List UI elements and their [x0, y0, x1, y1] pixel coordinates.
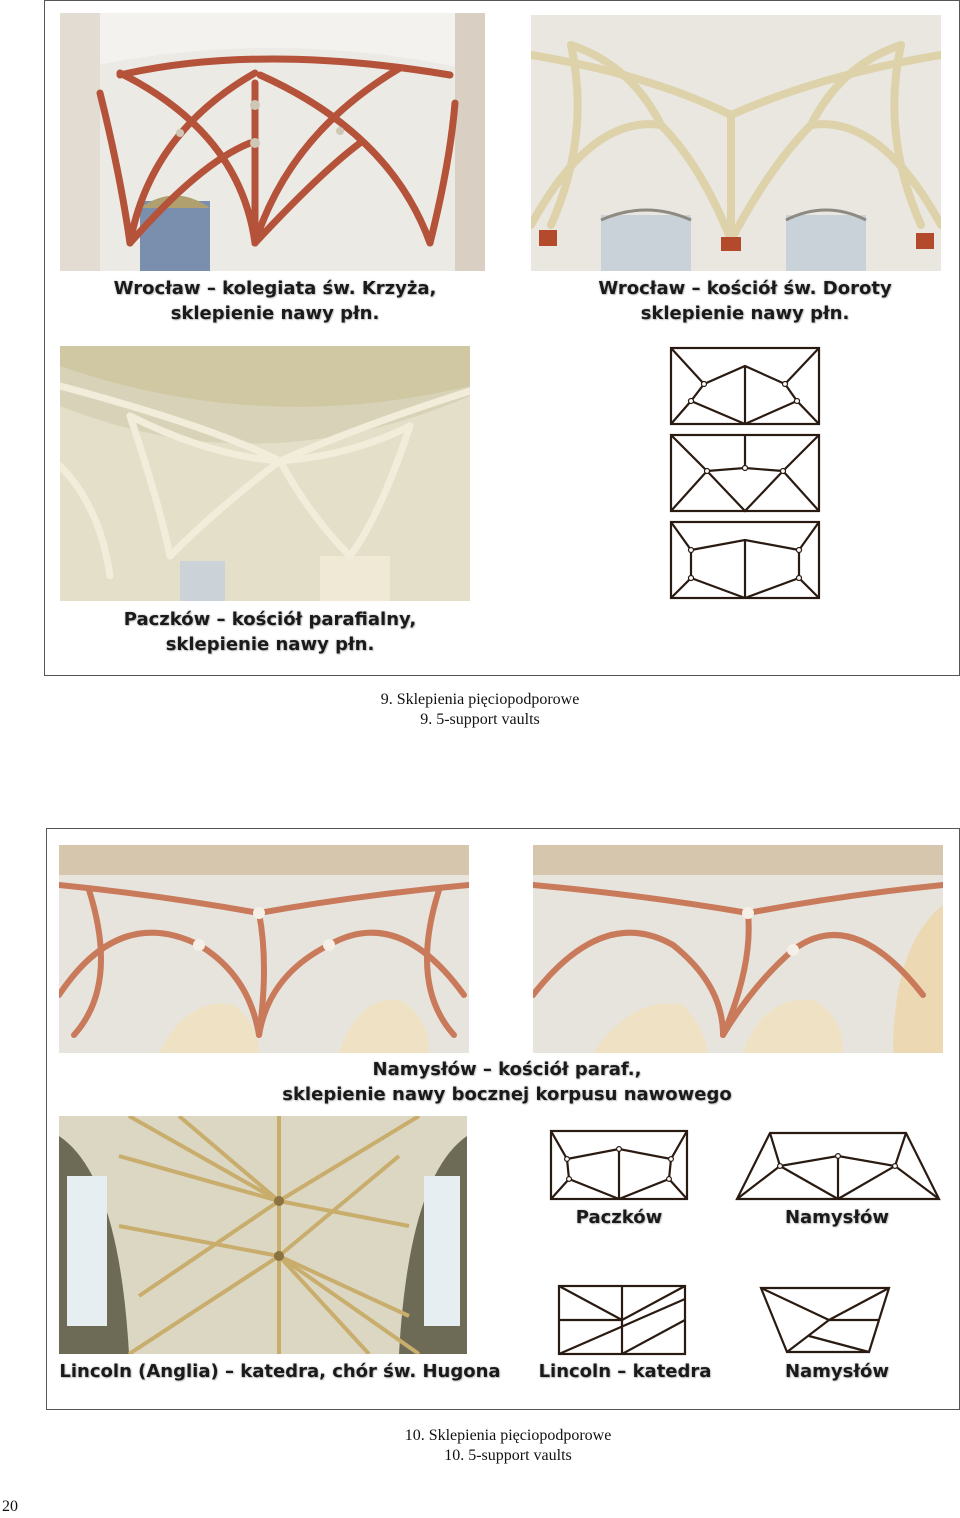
vault-plan-paczkow	[549, 1129, 689, 1201]
photo-namyslow-left	[59, 845, 469, 1053]
page-number: 20	[2, 1498, 18, 1515]
photo-lincoln-hugh-choir	[59, 1116, 467, 1354]
vault-plan-diagram-1	[669, 346, 821, 426]
caption-line: sklepienie nawy płn.	[640, 303, 850, 324]
caption-line: Paczków – kościół parafialny,	[123, 609, 417, 630]
photo-wroclaw-krzyza	[60, 13, 485, 271]
caption-en: 9. 5-support vaults	[420, 711, 540, 728]
caption-en: 10. 5-support vaults	[444, 1447, 572, 1464]
caption-pl: 9. Sklepienia pięciopodporowe	[380, 691, 580, 708]
photo-wroclaw-doroty	[531, 15, 941, 271]
caption-line: Wrocław – kolegiata św. Krzyża,	[113, 278, 437, 299]
vault-plan-namyslow-2	[759, 1286, 897, 1354]
vault-plan-diagram-3	[669, 520, 821, 600]
label-paczkow: Paczków	[575, 1207, 663, 1228]
vault-plan-diagram-2	[669, 433, 821, 513]
caption-lincoln: Lincoln (Anglia) – katedra, chór św. Hugona	[59, 1361, 501, 1382]
caption-line: sklepienie nawy płn.	[170, 303, 380, 324]
label-namyslow-2: Namysłów	[784, 1361, 890, 1382]
caption-paczkow	[75, 607, 465, 657]
figure-10-caption	[28, 1426, 960, 1466]
figure-9-panel	[44, 0, 960, 676]
label-namyslow: Namysłów	[784, 1207, 890, 1228]
figure-10-panel	[46, 828, 960, 1410]
label-lincoln-katedra: Lincoln – katedra	[538, 1361, 712, 1382]
caption-line: sklepienie nawy płn.	[165, 634, 375, 655]
caption-wroclaw-doroty	[555, 276, 935, 326]
caption-pl: 10. Sklepienia pięciopodporowe	[404, 1427, 612, 1444]
caption-namyslow	[167, 1057, 847, 1107]
caption-line: sklepienie nawy bocznej korpusu nawowego	[282, 1084, 732, 1105]
photo-namyslow-right	[533, 845, 943, 1053]
photo-paczkow	[60, 346, 470, 601]
caption-line: Wrocław – kościół św. Doroty	[598, 278, 892, 299]
vault-plan-lincoln	[557, 1284, 687, 1356]
figure-9-caption	[0, 690, 960, 730]
caption-wroclaw-krzyza	[75, 276, 475, 326]
caption-line: Namysłów – kościół paraf.,	[372, 1059, 642, 1080]
vault-plan-namyslow	[735, 1131, 941, 1201]
